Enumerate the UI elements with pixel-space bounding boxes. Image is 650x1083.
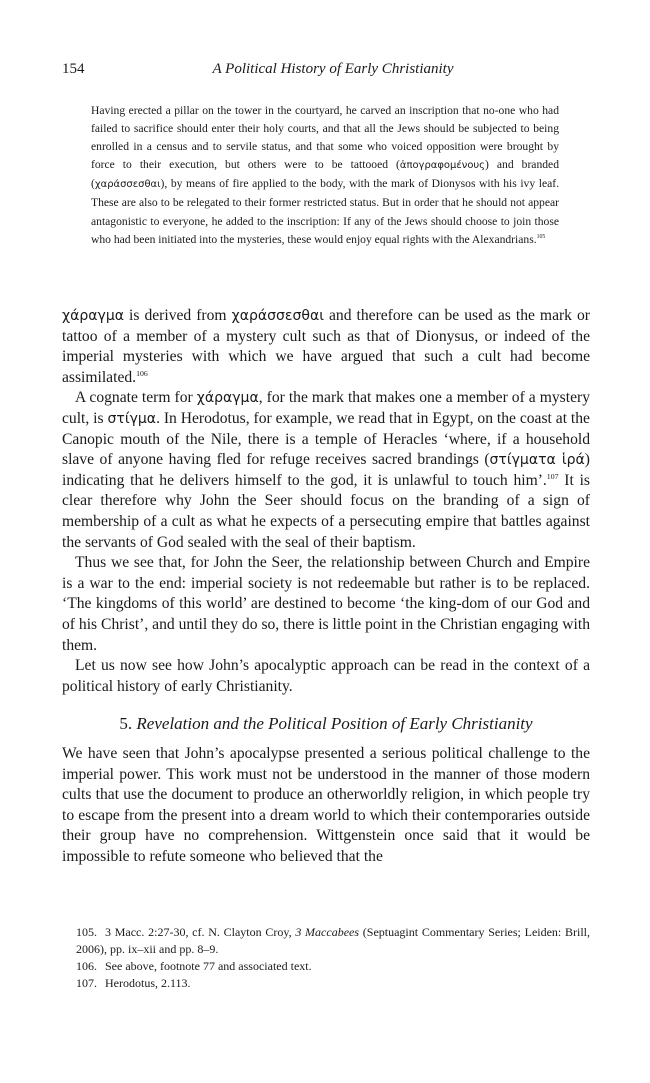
quote-text-2: ) and branded (	[91, 158, 559, 191]
footnote-107	[62, 975, 590, 992]
footnote-number: 106.	[76, 959, 97, 973]
greek-term: στίγματα ἱρά	[489, 452, 585, 469]
footnote-number: 107.	[76, 976, 97, 990]
para-text: is derived from	[124, 307, 232, 324]
greek-term: στίγμα	[107, 410, 157, 427]
page-number: 154	[62, 61, 85, 77]
footnote-text: See above, footnote 77 and associated text.	[105, 959, 312, 973]
footnote-ref[interactable]: 106	[136, 368, 148, 378]
paragraph: Thus we see that, for John the Seer, the relationship between Church and Empire is a war to the end: imperial society is not redeemable but rather is to be replaced. ‘The kingdoms of this world’ are destined to become ‘the king-dom of our God and of his Christ’, and until they do so, there is little point in the Christian engaging with them.	[62, 554, 590, 654]
block-quote-text	[91, 102, 559, 249]
footnote-105	[62, 924, 590, 958]
para-text: ) indicating that he delivers himself to the god, it is unlawful to touch him’.	[62, 451, 590, 489]
greek-term: χαράσσεσθαι	[94, 179, 161, 191]
greek-term: χαράσσεσθαι	[231, 308, 324, 324]
quote-text-3: ), by means of fire applied to the body, with the mark of Dionysos with his ivy leaf. These are also to be relegated to their former restricted status. But in order that he should not appear antagonistic to everyone, he added to the inscription: If any of the Jews should choose to join those who had been initiated into the mysteries, these would enjoy equal rights with the Alexandrians.	[91, 177, 559, 246]
section-title: Revelation and the Political Position of Early Christianity	[136, 714, 533, 733]
body-text	[62, 306, 590, 697]
section-number: 5.	[119, 714, 133, 733]
para-text: . In Herodotus, for example, we read that in Egypt, on the coast at the Canopic mouth of the Nile, there is a temple of Heracles ‘where, if a household slave of anyone having fled for refuge receives sacred brandings (	[62, 409, 590, 469]
para-text: It is clear therefore why John the Seer should focus on the branding of a sign of membership of a cult as what he expects of a persecuting empire that battles against the servants of God sealed with the seal of their baptism.	[62, 471, 590, 551]
footnote-text: 3 Macc. 2:27-30, cf. N. Clayton Croy,	[105, 925, 296, 939]
para-text: and therefore can be used as the mark or tattoo of a member of a mystery cult such as that of Dionysus, or indeed of the imperial mysteries with which we have argued that such a cult had become assimilated.	[62, 307, 590, 386]
quote-text-1: Having erected a pillar on the tower in the courtyard, he carved an inscription that no-one who had failed to sacrifice should enter their holy courts, and that all the Jews should be subjected to being enrolled in a census and to servile status, and that some who voiced opposition were brought by force to their execution, but others were to be tattooed (	[91, 104, 559, 172]
footnote-106	[62, 958, 590, 975]
footnotes	[62, 924, 590, 992]
paragraph: Let us now see how John’s apocalyptic approach can be read in the context of a political history of early Christianity.	[62, 657, 590, 695]
block-quote	[91, 102, 559, 249]
footnote-text: (Septuagint Commentary Series; Leiden: Brill, 2006), pp. ix–xii and pp. 8–9.	[76, 925, 591, 956]
paragraph: We have seen that John’s apocalypse presented a serious political challenge to the imperial power. This work must not be understood in the manner of those modern cults that use the document to produce an otherworldly religion, in which people try to escape from the present into a dream world to which their contemporaries outside their group have no comprehension. Wittgenstein once said that it would be impossible to refute someone who believed that the	[62, 745, 590, 865]
section-heading	[62, 714, 590, 734]
footnote-number: 105.	[76, 925, 97, 939]
body-text-section	[62, 744, 590, 868]
running-head	[62, 61, 590, 83]
footnote-ref[interactable]: 105	[536, 233, 546, 240]
paragraph	[62, 306, 590, 388]
paragraph	[62, 388, 590, 553]
greek-term: ἀπογραφομένους	[399, 160, 486, 172]
book-title: 3 Maccabees	[295, 925, 360, 939]
footnote-ref[interactable]: 107	[546, 471, 559, 481]
footnote-text: Herodotus, 2.113.	[105, 976, 191, 990]
running-title: A Political History of Early Christianity	[212, 61, 454, 77]
para-text: A cognate term for	[75, 389, 197, 407]
greek-term: χάραγμα	[196, 390, 259, 407]
para-text: , for the mark that makes one a member of a mystery cult, is	[62, 389, 590, 427]
greek-term: χάραγμα	[62, 308, 124, 324]
